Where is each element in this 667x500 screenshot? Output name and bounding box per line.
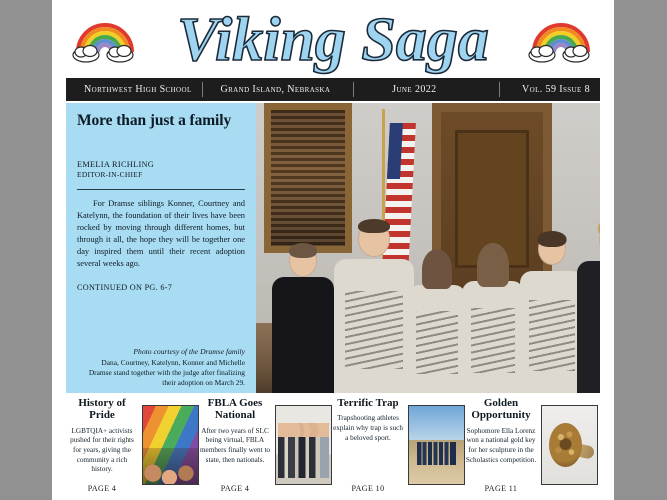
teaser-image-sculpture: [541, 405, 598, 485]
pride-crowd: [143, 448, 198, 484]
byline-author: EMELIA RICHLING: [77, 159, 155, 169]
photo-credit: Photo courtesy of the Dramse family: [133, 347, 245, 356]
teaser-deck: LGBTQIA+ activists pushed for their rights for years, giving the community a rich history.: [70, 426, 134, 474]
banner-school: Northwest High School: [84, 84, 192, 95]
sculpture-body: [549, 423, 582, 467]
teaser-title: History of Pride: [78, 397, 126, 422]
banner-date: June 2022: [392, 84, 437, 95]
teaser-deck: Trapshooting athletes explain why trap is such a beloved sport.: [333, 414, 403, 442]
banner-bar: [66, 78, 600, 101]
divider: [77, 189, 245, 190]
teaser-page-number: PAGE 4: [87, 484, 117, 493]
trap-team: [417, 442, 457, 465]
photo-person-body: [577, 261, 600, 393]
teaser-title: Golden Opportunity: [471, 397, 531, 422]
lead-story: [66, 103, 600, 393]
photo-person-mother: [574, 217, 600, 393]
photo-person-hair: [289, 243, 317, 258]
masthead: [52, 0, 614, 78]
trap-sky: [409, 406, 464, 440]
byline: [77, 159, 245, 180]
photo-person-body: [272, 277, 334, 393]
teaser-title: Terrific Trap: [337, 397, 399, 409]
teaser-text: [465, 396, 537, 465]
teaser-page-number: PAGE 4: [220, 484, 250, 493]
banner-volume: Vol. 59 Issue 8: [522, 84, 590, 95]
teaser-image-fbla: [275, 405, 332, 485]
teaser-text: [332, 396, 404, 443]
teaser-history-of-pride[interactable]: [66, 396, 199, 496]
photo-person-body: [408, 285, 466, 393]
banner-location: Grand Island, Nebraska: [220, 84, 331, 95]
byline-role: EDITOR-IN-CHIEF: [77, 170, 143, 179]
photo-person-hair: [477, 243, 509, 287]
photo-person-hair: [538, 231, 567, 247]
photo-caption: Dana, Courtney, Katelynn, Konner and Michelle Dramse stand together with the judge after finalizing their adoption on March 29.: [88, 357, 245, 387]
photo-person-body: [334, 259, 414, 393]
photo-person-judge: [270, 243, 336, 393]
photo-person-hair: [422, 249, 452, 289]
teaser-deck: After two years of SLC being virtual, FBLA members finally went to state, then nationals.: [199, 426, 271, 464]
teaser-image-trap: [408, 405, 465, 485]
teaser-image-pride: [142, 405, 199, 485]
photo-person-body: [462, 281, 524, 393]
lead-story-photo: [256, 103, 600, 393]
teaser-deck: Sophomore Ella Lorenz won a national gold key for her sculpture in the Scholastics competition.: [465, 426, 537, 464]
teaser-fbla-goes-national[interactable]: [199, 396, 332, 496]
fbla-heads: [278, 423, 329, 437]
photo-person-hair: [358, 219, 390, 233]
teaser-terrific-trap[interactable]: [332, 396, 465, 496]
photo-flag-canton: [387, 123, 403, 179]
photo-person-courtney: [460, 241, 526, 393]
photo-person-katelynn: [406, 247, 468, 393]
teaser-page-number: PAGE 10: [351, 484, 385, 493]
lead-story-text-panel: [66, 103, 256, 393]
teaser-text: [199, 396, 271, 465]
page-title: More than just a family: [77, 112, 232, 129]
lead-story-body: For Dramse siblings Konner, Courtney and Katelynn, the foundation of their lives have been rocked by moving through different homes, but through it all, the hope they will be together one day inspired them until their recent adoption several weeks ago.: [77, 198, 245, 268]
newspaper-title: Viking Saga: [177, 6, 489, 74]
newspaper-page: [52, 0, 614, 500]
teaser-golden-opportunity[interactable]: [465, 396, 598, 496]
teaser-text: [66, 396, 138, 475]
teaser-page-number: PAGE 11: [484, 484, 518, 493]
continued-label: CONTINUED ON PG. 6-7: [77, 282, 173, 292]
teaser-strip: [66, 396, 600, 496]
teaser-title: FBLA Goes National: [207, 397, 263, 422]
photo-person-father: [332, 217, 416, 393]
